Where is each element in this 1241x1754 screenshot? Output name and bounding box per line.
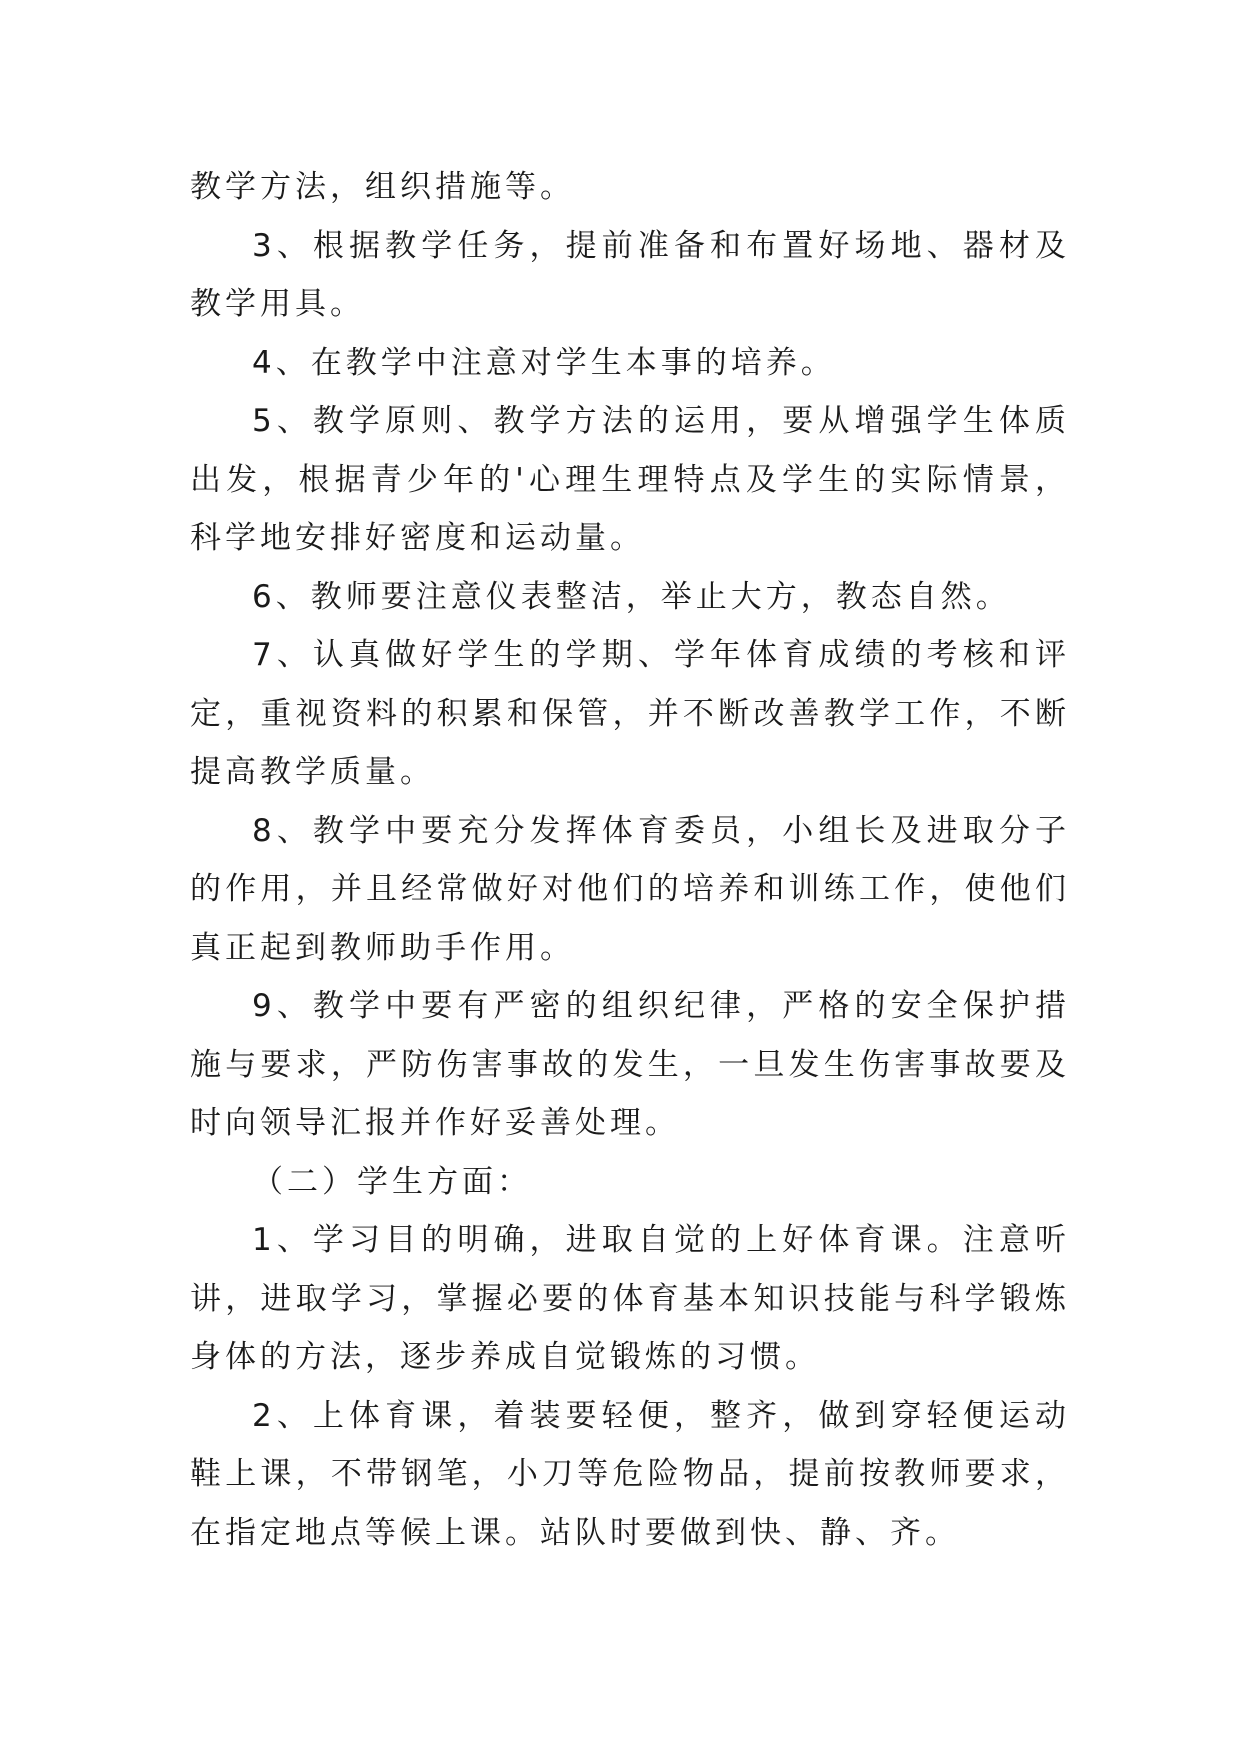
paragraph-item-5: 5、教学原则、教学方法的运用，要从增强学生体质出发，根据青少年的'心理生理特点及学生的实际情景，科学地安排好密度和运动量。 bbox=[190, 403, 1070, 556]
paragraph-student-item-2: 2、上体育课，着装要轻便，整齐，做到穿轻便运动鞋上课，不带钢笔，小刀等危险物品，提前按教师要求，在指定地点等候上课。站队时要做到快、静、齐。 bbox=[190, 1397, 1070, 1551]
paragraph-continuation: 教学方法，组织措施等。 bbox=[190, 169, 575, 205]
paragraph-item-4: 4、在教学中注意对学生本事的培养。 bbox=[252, 344, 836, 381]
section-heading-students: （二）学生方面： bbox=[252, 1163, 532, 1200]
paragraph-item-9: 9、教学中要有严密的组织纪律，严格的安全保护措施与要求，严防伤害事故的发生，一旦发生伤害事故要及时向领导汇报并作好妥善处理。 bbox=[190, 988, 1070, 1141]
paragraph-item-7: 7、认真做好学生的学期、学年体育成绩的考核和评定，重视资料的积累和保管，并不断改善教学工作，不断提高教学质量。 bbox=[190, 637, 1070, 790]
paragraph-item-6: 6、教师要注意仪表整洁，举止大方，教态自然。 bbox=[252, 578, 1011, 615]
paragraph-item-8: 8、教学中要充分发挥体育委员，小组长及进取分子的作用，并且经常做好对他们的培养和训练工作，使他们真正起到教师助手作用。 bbox=[190, 812, 1070, 966]
document-body bbox=[190, 158, 1070, 1562]
paragraph-student-item-1: 1、学习目的明确，进取自觉的上好体育课。注意听讲，进取学习，掌握必要的体育基本知识技能与科学锻炼身体的方法，逐步养成自觉锻炼的习惯。 bbox=[190, 1222, 1070, 1375]
paragraph-item-3: 3、根据教学任务，提前准备和布置好场地、器材及教学用具。 bbox=[190, 227, 1070, 322]
